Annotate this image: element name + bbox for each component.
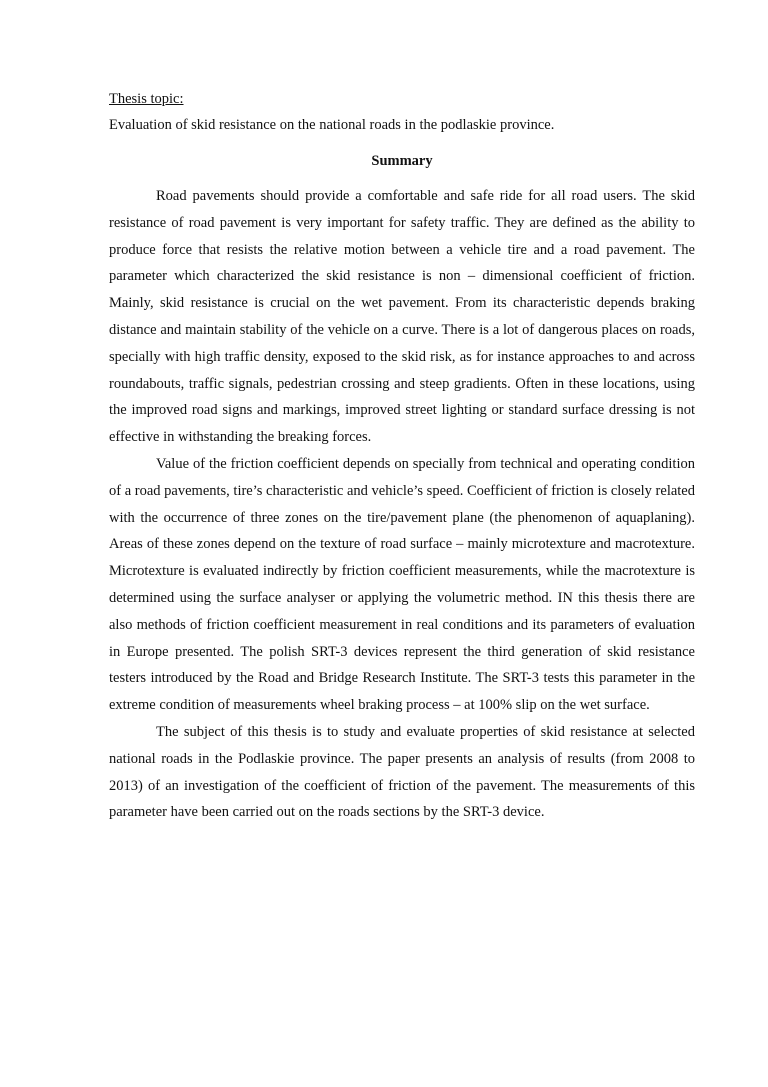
thesis-title: Evaluation of skid resistance on the national roads in the podlaskie province. [109, 117, 555, 133]
summary-heading: Summary [371, 153, 433, 169]
document-page [109, 86, 695, 826]
thesis-topic-label: Thesis topic: [109, 91, 184, 107]
summary-paragraph-3: The subject of this thesis is to study and evaluate properties of skid resistance at selected national roads in the Podlaskie province. The paper presents an analysis of results (from 2008 to 2013) of an investigation of the coefficient of friction of the pavement. The measurements of this parameter have been carried out on the roads sections by the SRT-3 device. [109, 723, 695, 821]
summary-paragraph-2: Value of the friction coefficient depends on specially from technical and operating condition of a road pavements, tire’s characteristic and vehicle’s speed. Coefficient of friction is closely related with the occurrence of three zones on the tire/pavement plane (the phenomenon of aquaplaning). Areas of these zones depend on the texture of road surface – mainly microtexture and macrotexture. Microtexture is evaluated indirectly by friction coefficient measurements, while the macrotexture is determined using the surface analyser or applying the volumetric method. IN this thesis there are also methods of friction coefficient measurement in real conditions and its parameters of evaluation in Europe presented. The polish SRT-3 devices represent the third generation of skid resistance testers introduced by the Road and Bridge Research Institute. The SRT-3 tests this parameter in the extreme condition of measurements wheel braking process – at 100% slip on the wet surface. [109, 455, 695, 714]
summary-paragraph-1: Road pavements should provide a comfortable and safe ride for all road users. The skid resistance of road pavement is very important for safety traffic. They are defined as the ability to produce force that resists the relative motion between a vehicle tire and a road pavement. The parameter which characterized the skid resistance is non – dimensional coefficient of friction. Mainly, skid resistance is crucial on the wet pavement. From its characteristic depends braking distance and maintain stability of the vehicle on a curve. There is a lot of dangerous places on roads, specially with high traffic density, exposed to the skid risk, as for instance approaches to and across roundabouts, traffic signals, pedestrian crossing and steep gradients. Often in these locations, using the improved road signs and markings, improved street lighting or standard surface dressing is not effective in withstanding the breaking forces. [109, 188, 695, 446]
